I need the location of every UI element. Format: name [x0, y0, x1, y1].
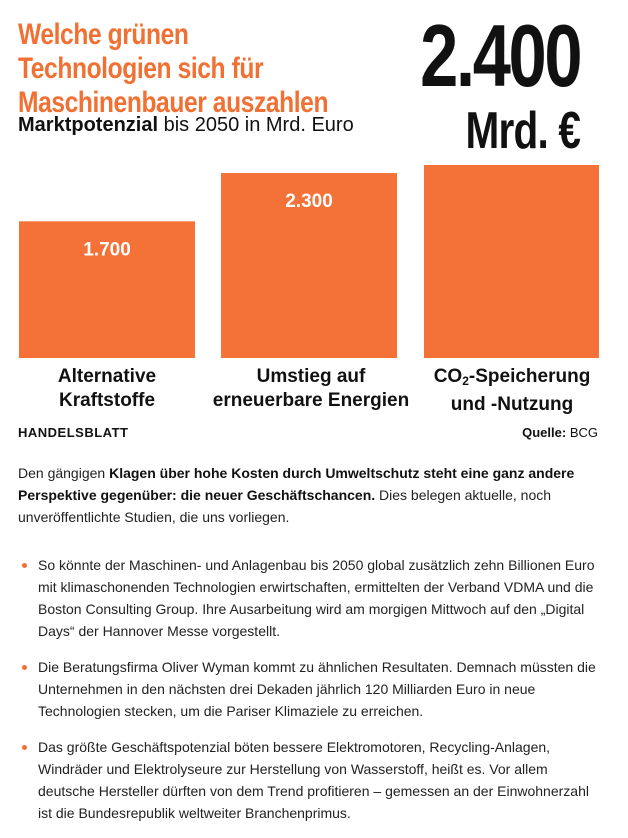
intro-bold: Klagen über hohe Kosten durch Umweltschutz steht eine ganz andere Perspektive gegenüber: die neuer Geschäftschancen.: [18, 465, 575, 503]
source-value: BCG: [566, 425, 598, 440]
category-label-3: [412, 365, 612, 417]
source-key: Quelle:: [522, 425, 567, 440]
source-label: [522, 425, 598, 440]
bullet-item: So könnte der Maschinen- und Anlagenbau bis 2050 global zusätzlich zehn Billionen Euro mit klimaschonenden Technologien erwirtschaften, ermittelten der Verband VDMA und die Boston Consulting Group. Ihre Ausarbeitung wird am morgigen Mittwoch auf den „Digital Days“ der Hannover Messe vorgestellt.: [18, 554, 603, 642]
category-label-1-line2: Kraftstoffe: [58, 390, 156, 411]
subscript-2: 2: [462, 374, 469, 388]
category-label-2: [203, 365, 419, 413]
bar-3: [424, 165, 599, 358]
category-label-1-line1: Alternative: [57, 366, 157, 387]
total-value: 2.400: [419, 6, 580, 105]
category-label-3-line2: und -Nutzung: [450, 394, 574, 415]
intro-rest: Dies belegen aktuelle, noch unveröffentlichte Studien, die uns vorliegen.: [18, 487, 552, 525]
brand-label: HANDELSBLATT: [18, 425, 129, 440]
article-body: [18, 462, 603, 838]
category-label-1: [7, 365, 207, 413]
bullet-item: Das größte Geschäftspotenzial böten bessere Elektromotoren, Recycling-Anlagen, Windräder und Elektrolyseure zur Herstellung von Wasserstoff, heißt es. Vor allem deutsche Hersteller dürften von dem Trend profitieren – gemessen an der Einwohnerzahl ist die Bundesrepublik weltweiter Branchenprimus.: [18, 736, 603, 824]
bullet-item: Die Beratungsfirma Oliver Wyman kommt zu ähnlichen Resultaten. Demnach müssten die Unternehmen in den nächsten drei Dekaden jährlich 120 Milliarden Euro in neue Technologien stecken, um die Pariser Klimaziele zu erreichen.: [18, 656, 603, 722]
category-label-3-line1: [412, 365, 612, 393]
bullet-list: [18, 554, 603, 824]
bar-2-value-label: 2.300: [285, 191, 333, 213]
subtitle-rest: bis 2050 in Mrd. Euro: [158, 114, 354, 136]
category-label-2-line1: Umstieg auf: [256, 366, 366, 387]
category-label-2-line2: erneuerbare Energien: [212, 390, 410, 411]
bar-1-value-label: 1.700: [83, 239, 131, 261]
total-unit: Mrd. €: [465, 102, 580, 160]
speicherung-text: -Speicherung: [468, 366, 591, 387]
article-intro: [18, 462, 603, 528]
intro-plain: Den gängigen: [18, 465, 110, 481]
subtitle-bold: Marktpotenzial: [18, 114, 159, 136]
co-text: CO: [433, 366, 463, 387]
chart-title: Welche grünen Technologien sich für Maschinenbauer auszahlen: [18, 18, 329, 119]
